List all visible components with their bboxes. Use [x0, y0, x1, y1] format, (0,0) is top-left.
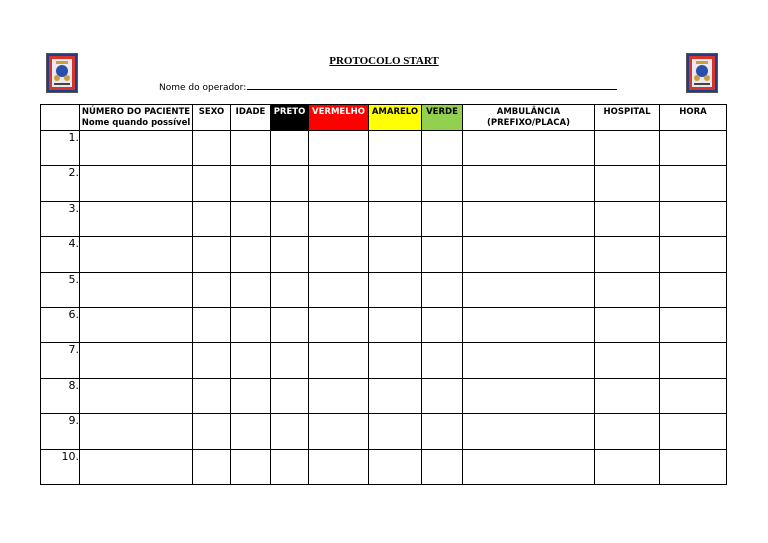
red-cell[interactable] — [309, 272, 369, 307]
ambulance-cell[interactable] — [463, 237, 595, 272]
ambulance-cell[interactable] — [463, 272, 595, 307]
patient-number-cell[interactable] — [80, 414, 193, 449]
patient-number-cell[interactable] — [80, 201, 193, 236]
age-cell[interactable] — [231, 449, 271, 484]
red-cell[interactable] — [309, 201, 369, 236]
col-header-age: IDADE — [231, 105, 271, 131]
black-cell[interactable] — [271, 343, 309, 378]
hospital-cell[interactable] — [595, 131, 660, 166]
sex-cell[interactable] — [193, 307, 231, 342]
row-number: 3. — [41, 201, 80, 236]
hospital-cell[interactable] — [595, 307, 660, 342]
green-cell[interactable] — [422, 166, 463, 201]
table-row — [41, 272, 727, 307]
hospital-cell[interactable] — [595, 343, 660, 378]
time-cell[interactable] — [660, 131, 727, 166]
age-cell[interactable] — [231, 237, 271, 272]
row-number: 5. — [41, 272, 80, 307]
time-cell[interactable] — [660, 201, 727, 236]
patient-number-cell[interactable] — [80, 237, 193, 272]
col-header-sex: SEXO — [193, 105, 231, 131]
time-cell[interactable] — [660, 343, 727, 378]
row-number: 2. — [41, 166, 80, 201]
table-row — [41, 201, 727, 236]
row-number: 7. — [41, 343, 80, 378]
row-number: 10. — [41, 449, 80, 484]
patient-number-cell[interactable] — [80, 272, 193, 307]
col-header-green: VERDE — [422, 105, 463, 131]
yellow-cell[interactable] — [369, 414, 422, 449]
red-cell[interactable] — [309, 237, 369, 272]
table-header-row — [41, 105, 727, 131]
col-header-patient-number: NÚMERO DO PACIENTE Nome quando possível — [80, 105, 193, 131]
green-cell[interactable] — [422, 343, 463, 378]
time-cell[interactable] — [660, 272, 727, 307]
yellow-cell[interactable] — [369, 449, 422, 484]
hospital-cell[interactable] — [595, 378, 660, 413]
time-cell[interactable] — [660, 378, 727, 413]
sex-cell[interactable] — [193, 131, 231, 166]
yellow-cell[interactable] — [369, 237, 422, 272]
red-cell[interactable] — [309, 343, 369, 378]
col-header-red: VERMELHO — [309, 105, 369, 131]
ambulance-cell[interactable] — [463, 343, 595, 378]
age-cell[interactable] — [231, 201, 271, 236]
yellow-cell[interactable] — [369, 343, 422, 378]
table-row — [41, 414, 727, 449]
col-header-black: PRETO — [271, 105, 309, 131]
green-cell[interactable] — [422, 201, 463, 236]
row-number: 9. — [41, 414, 80, 449]
sex-cell[interactable] — [193, 343, 231, 378]
ambulance-cell[interactable] — [463, 201, 595, 236]
age-cell[interactable] — [231, 378, 271, 413]
hospital-cell[interactable] — [595, 414, 660, 449]
row-number: 4. — [41, 237, 80, 272]
start-protocol-table — [40, 104, 727, 485]
yellow-cell[interactable] — [369, 307, 422, 342]
page-title: PROTOCOLO START — [329, 55, 439, 67]
hospital-cell[interactable] — [595, 237, 660, 272]
time-cell[interactable] — [660, 449, 727, 484]
table-row — [41, 307, 727, 342]
hospital-cell[interactable] — [595, 201, 660, 236]
red-cell[interactable] — [309, 131, 369, 166]
time-cell[interactable] — [660, 237, 727, 272]
row-number: 8. — [41, 378, 80, 413]
red-cell[interactable] — [309, 449, 369, 484]
yellow-cell[interactable] — [369, 201, 422, 236]
hospital-cell[interactable] — [595, 272, 660, 307]
operator-label: Nome do operador: — [159, 83, 247, 93]
green-cell[interactable] — [422, 414, 463, 449]
green-cell[interactable] — [422, 272, 463, 307]
age-cell[interactable] — [231, 166, 271, 201]
red-cell[interactable] — [309, 414, 369, 449]
age-cell[interactable] — [231, 272, 271, 307]
green-cell[interactable] — [422, 237, 463, 272]
patient-number-cell[interactable] — [80, 166, 193, 201]
age-cell[interactable] — [231, 343, 271, 378]
col-header-hospital: HOSPITAL — [595, 105, 660, 131]
col-header-time: HORA — [660, 105, 727, 131]
green-cell[interactable] — [422, 307, 463, 342]
black-cell[interactable] — [271, 201, 309, 236]
age-cell[interactable] — [231, 414, 271, 449]
black-cell[interactable] — [271, 449, 309, 484]
green-cell[interactable] — [422, 131, 463, 166]
table-row — [41, 449, 727, 484]
sex-cell[interactable] — [193, 378, 231, 413]
sex-cell[interactable] — [193, 166, 231, 201]
black-cell[interactable] — [271, 272, 309, 307]
sex-cell[interactable] — [193, 414, 231, 449]
col-header-ambulance: AMBULÂNCIA (PREFIXO/PLACA) — [463, 105, 595, 131]
ambulance-cell[interactable] — [463, 414, 595, 449]
sex-cell[interactable] — [193, 272, 231, 307]
col-header-index — [41, 105, 80, 131]
patient-number-cell[interactable] — [80, 449, 193, 484]
table-row — [41, 166, 727, 201]
time-cell[interactable] — [660, 414, 727, 449]
ambulance-cell[interactable] — [463, 166, 595, 201]
black-cell[interactable] — [271, 414, 309, 449]
sex-cell[interactable] — [193, 201, 231, 236]
age-cell[interactable] — [231, 131, 271, 166]
patient-number-cell[interactable] — [80, 378, 193, 413]
age-cell[interactable] — [231, 307, 271, 342]
black-cell[interactable] — [271, 166, 309, 201]
table-row — [41, 131, 727, 166]
red-cell[interactable] — [309, 378, 369, 413]
col-header-yellow: AMARELO — [369, 105, 422, 131]
time-cell[interactable] — [660, 307, 727, 342]
patient-number-cell[interactable] — [80, 131, 193, 166]
patient-number-cell[interactable] — [80, 307, 193, 342]
yellow-cell[interactable] — [369, 378, 422, 413]
row-number: 6. — [41, 307, 80, 342]
ambulance-cell[interactable] — [463, 449, 595, 484]
yellow-cell[interactable] — [369, 166, 422, 201]
table-row — [41, 378, 727, 413]
table-row — [41, 237, 727, 272]
row-number: 1. — [41, 131, 80, 166]
ambulance-cell[interactable] — [463, 307, 595, 342]
sex-cell[interactable] — [193, 237, 231, 272]
operator-name-field[interactable] — [159, 80, 617, 93]
red-cell[interactable] — [309, 166, 369, 201]
green-cell[interactable] — [422, 449, 463, 484]
yellow-cell[interactable] — [369, 272, 422, 307]
time-cell[interactable] — [660, 166, 727, 201]
black-cell[interactable] — [271, 131, 309, 166]
hospital-cell[interactable] — [595, 166, 660, 201]
black-cell[interactable] — [271, 237, 309, 272]
table-row — [41, 343, 727, 378]
red-cell[interactable] — [309, 307, 369, 342]
patient-number-cell[interactable] — [80, 343, 193, 378]
black-cell[interactable] — [271, 378, 309, 413]
hospital-cell[interactable] — [595, 449, 660, 484]
ambulance-cell[interactable] — [463, 378, 595, 413]
green-cell[interactable] — [422, 378, 463, 413]
ambulance-cell[interactable] — [463, 131, 595, 166]
operator-name-line[interactable] — [247, 80, 617, 90]
black-cell[interactable] — [271, 307, 309, 342]
sex-cell[interactable] — [193, 449, 231, 484]
yellow-cell[interactable] — [369, 131, 422, 166]
